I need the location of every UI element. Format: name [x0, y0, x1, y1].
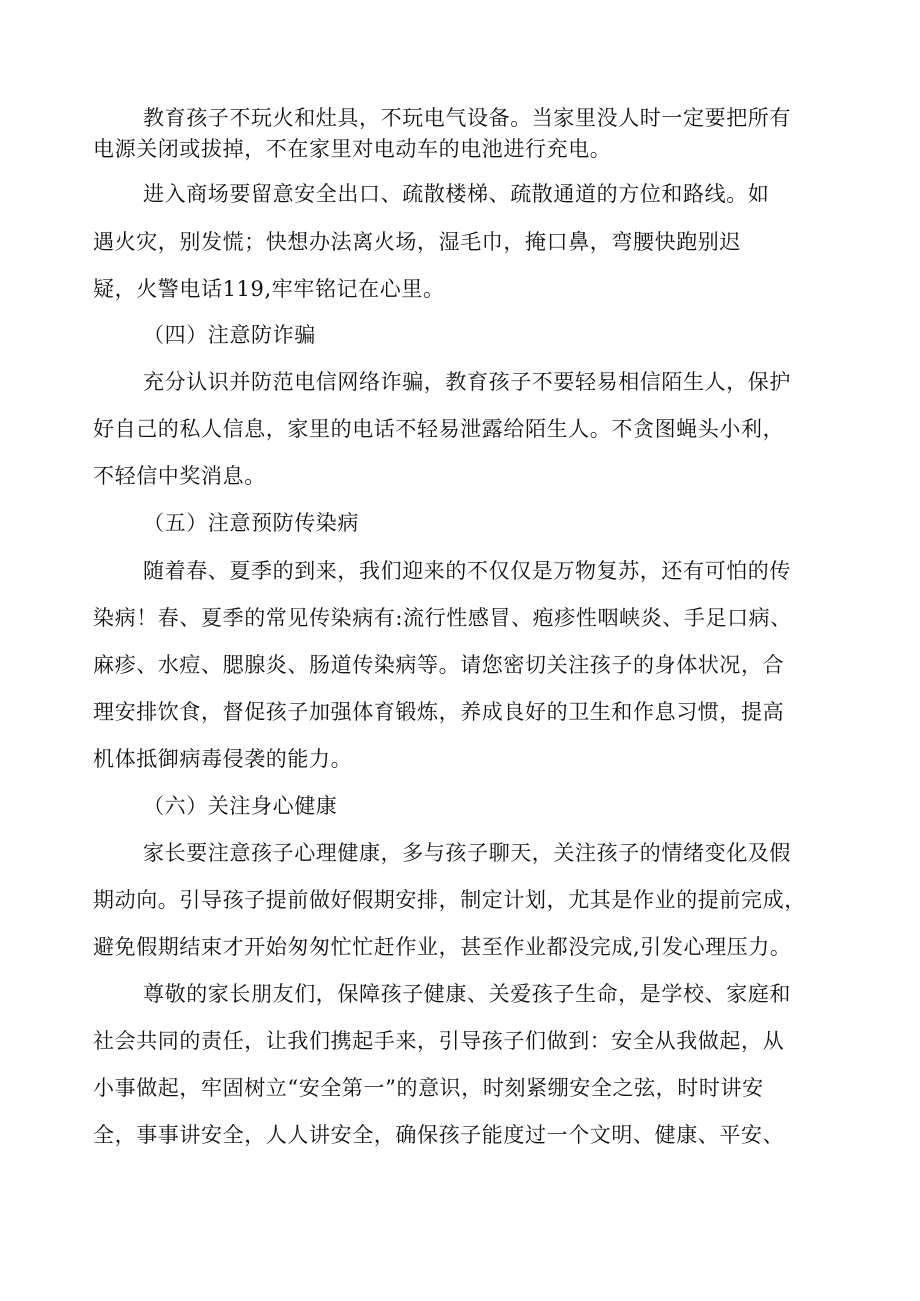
paragraph-line: 教育孩子不玩火和灶具，不玩电气设备。当家里没人时一定要把所有	[143, 106, 791, 130]
paragraph-line: 遇火灾，别发慌；快想办法离火场，湿毛巾，掩口鼻，弯腰快跑别迟	[93, 230, 741, 254]
paragraph-line: 尊敬的家长朋友们，保障孩子健康、关爱孩子生命，是学校、家庭和	[143, 982, 791, 1006]
paragraph-line: 随着春、夏季的到来，我们迎来的不仅仅是万物复苏，还有可怕的传	[143, 559, 791, 583]
section-heading-4: （四）注意防诈骗	[143, 323, 316, 347]
paragraph-line: 避免假期结束才开始匆匆忙忙赶作业，甚至作业都没完成,引发心理压力。	[93, 935, 792, 959]
paragraph-line: 全，事事讲安全，人人讲安全，确保孩子能度过一个文明、健康、平安、	[93, 1123, 785, 1147]
paragraph-line: 染病！春、夏季的常见传染病有:流行性感冒、疱疹性咽峡炎、手足口病、	[93, 606, 792, 630]
paragraph-line: 机体抵御病毒侵袭的能力。	[93, 747, 353, 771]
paragraph-line: 疑，火警电话119,牢牢铭记在心里。	[93, 277, 445, 301]
paragraph-line: 进入商场要留意安全出口、疏散楼梯、疏散通道的方位和路线。如	[143, 182, 770, 206]
paragraph-line: 不轻信中奖消息。	[93, 464, 266, 488]
paragraph-line: 理安排饮食，督促孩子加强体育锻炼，养成良好的卫生和作息习惯，提高	[93, 700, 785, 724]
paragraph-line: 期动向。引导孩子提前做好假期安排，制定计划，尤其是作业的提前完成，	[93, 888, 806, 912]
paragraph-line: 家长要注意孩子心理健康，多与孩子聊天，关注孩子的情绪变化及假	[143, 841, 791, 865]
paragraph-line: 麻疹、水痘、腮腺炎、肠道传染病等。请您密切关注孩子的身体状况，合	[93, 653, 785, 677]
paragraph-line: 小事做起，牢固树立“安全第一”的意识，时刻紧绷安全之弦，时时讲安	[93, 1076, 764, 1100]
paragraph-line: 社会共同的责任，让我们携起手来，引导孩子们做到：安全从我做起，从	[93, 1029, 785, 1053]
section-heading-6: （六）关注身心健康	[143, 794, 338, 818]
paragraph-line: 充分认识并防范电信网络诈骗，教育孩子不要轻易相信陌生人，保护	[143, 370, 791, 394]
paragraph-line: 好自己的私人信息，家里的电话不轻易泄露给陌生人。不贪图蝇头小利，	[93, 417, 785, 441]
paragraph-line: 电源关闭或拔掉，不在家里对电动车的电池进行充电。	[93, 137, 612, 161]
section-heading-5: （五）注意预防传染病	[143, 511, 359, 535]
